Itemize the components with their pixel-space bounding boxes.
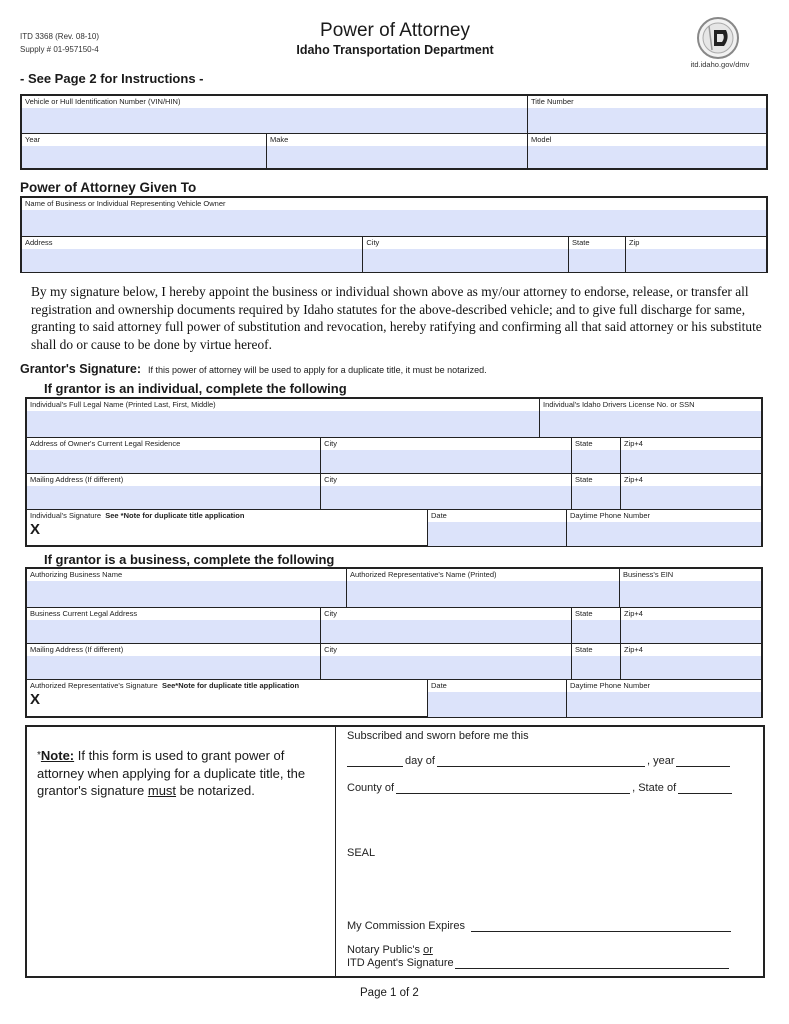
business-mailing-state-label: State bbox=[572, 644, 620, 656]
attorney-row-2 bbox=[22, 236, 766, 272]
notary-sig-label-2 bbox=[347, 956, 731, 969]
mailing-state-cell bbox=[571, 474, 620, 509]
residence-city-label: City bbox=[321, 438, 571, 450]
signature-note: See *Note for duplicate title application bbox=[105, 511, 245, 520]
residence-city-input[interactable] bbox=[321, 450, 571, 473]
business-row-4 bbox=[27, 679, 761, 717]
business-row-2 bbox=[27, 607, 761, 643]
mailing-input[interactable] bbox=[27, 486, 320, 509]
notary-sig-label-1 bbox=[347, 944, 433, 956]
residence-input[interactable] bbox=[27, 450, 320, 473]
grantor-heading: Grantor's Signature: bbox=[20, 362, 142, 376]
year-text: , year bbox=[646, 755, 675, 767]
make-label: Make bbox=[267, 134, 527, 146]
business-heading: If grantor is a business, complete the following bbox=[44, 552, 335, 567]
residence-state-label: State bbox=[572, 438, 620, 450]
business-state-cell bbox=[571, 608, 620, 643]
form-number: ITD 3368 (Rev. 08-10) bbox=[20, 32, 99, 41]
individual-date-input[interactable] bbox=[428, 522, 566, 546]
vin-cell bbox=[22, 96, 527, 133]
business-name-input[interactable] bbox=[27, 581, 346, 607]
individual-signature-cell[interactable] bbox=[27, 510, 427, 546]
individual-name-cell bbox=[27, 399, 539, 437]
dmv-url: itd.idaho.gov/dmv bbox=[690, 60, 750, 69]
attorney-heading: Power of Attorney Given To bbox=[20, 180, 197, 195]
day-of-text: day of bbox=[405, 755, 435, 767]
seal-label: SEAL bbox=[347, 847, 376, 859]
business-city-input[interactable] bbox=[321, 620, 571, 643]
residence-state-cell bbox=[571, 438, 620, 473]
attorney-city-cell bbox=[362, 237, 568, 272]
note-asterisk: * bbox=[37, 750, 41, 761]
business-address-input[interactable] bbox=[27, 620, 320, 643]
model-input[interactable] bbox=[528, 146, 766, 168]
ein-input[interactable] bbox=[620, 581, 761, 607]
business-zip-label: Zip+4 bbox=[621, 608, 761, 620]
individual-row-1 bbox=[27, 399, 761, 437]
attorney-state-cell bbox=[568, 237, 625, 272]
business-row-1 bbox=[27, 569, 761, 607]
note-label: Note: bbox=[40, 748, 75, 763]
notary-section bbox=[25, 725, 765, 978]
business-row-3 bbox=[27, 643, 761, 679]
county-text: County of bbox=[347, 782, 395, 794]
itd-agent-text: ITD Agent's Signature bbox=[347, 957, 454, 969]
mailing-city-input[interactable] bbox=[321, 486, 571, 509]
business-signature-label-text: Authorized Representative's Signature bbox=[30, 681, 158, 690]
business-mailing-state-cell bbox=[571, 644, 620, 679]
duplicate-title-note bbox=[27, 727, 336, 976]
business-mailing-zip-label: Zip+4 bbox=[621, 644, 761, 656]
business-zip-cell bbox=[620, 608, 761, 643]
business-mailing-zip-cell bbox=[620, 644, 761, 679]
rep-name-label: Authorized Representative's Name (Printed) bbox=[347, 569, 619, 581]
county-line bbox=[347, 781, 734, 794]
residence-zip-label: Zip+4 bbox=[621, 438, 761, 450]
business-state-input[interactable] bbox=[572, 620, 620, 643]
rep-name-input[interactable] bbox=[347, 581, 619, 607]
notary-public-text: Notary Public's bbox=[347, 944, 424, 956]
attorney-zip-label: Zip bbox=[626, 237, 766, 249]
instructions-note: - See Page 2 for Instructions - bbox=[20, 71, 204, 86]
business-city-cell bbox=[320, 608, 571, 643]
title-number-cell bbox=[527, 96, 766, 133]
residence-cell bbox=[27, 438, 320, 473]
itd-seal-icon bbox=[696, 16, 740, 60]
make-input[interactable] bbox=[267, 146, 527, 168]
subscribed-text: Subscribed and sworn before me this bbox=[347, 730, 529, 742]
license-cell bbox=[539, 399, 761, 437]
ein-label: Business's EIN bbox=[620, 569, 761, 581]
mailing-label: Mailing Address (If different) bbox=[27, 474, 320, 486]
commission-text: My Commission Expires bbox=[347, 920, 465, 932]
business-date-label: Date bbox=[428, 680, 566, 692]
date-line bbox=[347, 754, 732, 767]
individual-phone-label: Daytime Phone Number bbox=[567, 510, 761, 522]
attorney-name-cell bbox=[22, 198, 766, 236]
mailing-cell bbox=[27, 474, 320, 509]
business-address-label: Business Current Legal Address bbox=[27, 608, 320, 620]
commission-line bbox=[347, 919, 733, 932]
license-input[interactable] bbox=[540, 411, 761, 437]
mailing-city-cell bbox=[320, 474, 571, 509]
attorney-address-label: Address bbox=[22, 237, 362, 249]
business-name-cell bbox=[27, 569, 346, 607]
model-cell bbox=[527, 134, 766, 168]
commission-blank[interactable] bbox=[471, 919, 731, 932]
attorney-name-label: Name of Business or Individual Representing Vehicle Owner bbox=[22, 198, 766, 210]
individual-name-input[interactable] bbox=[27, 411, 539, 437]
make-cell bbox=[266, 134, 527, 168]
notary-signature-blank[interactable] bbox=[455, 956, 729, 969]
form-id bbox=[20, 30, 99, 56]
license-label: Individual's Idaho Drivers License No. or SSN bbox=[540, 399, 761, 411]
model-label: Model bbox=[528, 134, 766, 146]
individual-row-2 bbox=[27, 437, 761, 473]
state-of-text: , State of bbox=[632, 782, 677, 794]
business-phone-input[interactable] bbox=[567, 692, 761, 717]
attorney-city-input[interactable] bbox=[363, 249, 568, 272]
business-signature-note: See*Note for duplicate title application bbox=[161, 681, 300, 690]
seal-area bbox=[347, 847, 375, 859]
residence-state-input[interactable] bbox=[572, 450, 620, 473]
mailing-state-input[interactable] bbox=[572, 486, 620, 509]
business-state-label: State bbox=[572, 608, 620, 620]
individual-row-3 bbox=[27, 473, 761, 509]
business-date-cell bbox=[427, 680, 566, 717]
individual-name-label: Individual's Full Legal Name (Printed Last, First, Middle) bbox=[27, 399, 539, 411]
notary-block bbox=[347, 727, 757, 976]
residence-zip-cell bbox=[620, 438, 761, 473]
business-date-input[interactable] bbox=[428, 692, 566, 717]
state-blank[interactable] bbox=[678, 781, 732, 794]
attorney-zip-cell bbox=[625, 237, 766, 272]
attorney-state-input[interactable] bbox=[569, 249, 625, 272]
year-blank[interactable] bbox=[676, 754, 730, 767]
business-mailing-city-input[interactable] bbox=[321, 656, 571, 679]
title-number-input[interactable] bbox=[528, 108, 766, 133]
individual-signature-label bbox=[27, 510, 427, 522]
business-phone-label: Daytime Phone Number bbox=[567, 680, 761, 692]
mailing-state-label: State bbox=[572, 474, 620, 486]
signature-x-mark: X bbox=[27, 522, 427, 538]
attorney-table bbox=[20, 196, 768, 273]
business-table bbox=[25, 567, 763, 718]
authorization-statement: By my signature below, I hereby appoint the business or individual shown above as my/our attorney to endorse, release, or transfer all registration and ownership documents required by Idaho statutes for the above-described vehicle; and to give full discharge for same, granting to said attorney full power of substitution and revocation, hereby ratifying and confirming all that said attorney or his substitute shall do or cause to be done by virtue hereof. bbox=[31, 284, 762, 352]
business-address-cell bbox=[27, 608, 320, 643]
business-mailing-label: Mailing Address (If different) bbox=[27, 644, 320, 656]
attorney-state-label: State bbox=[569, 237, 625, 249]
page-number: Page 1 of 2 bbox=[360, 987, 419, 999]
department-name: Idaho Transportation Department bbox=[296, 43, 494, 57]
subscribed-line bbox=[347, 730, 529, 742]
grantor-notice: If this power of attorney will be used to apply for a duplicate title, it must be notarized. bbox=[148, 365, 487, 375]
business-signature-label bbox=[27, 680, 427, 692]
business-mailing-city-cell bbox=[320, 644, 571, 679]
vin-label: Vehicle or Hull Identification Number (VIN/HIN) bbox=[22, 96, 527, 108]
day-blank[interactable] bbox=[347, 754, 403, 767]
residence-label: Address of Owner's Current Legal Residence bbox=[27, 438, 320, 450]
business-mailing-input[interactable] bbox=[27, 656, 320, 679]
attorney-address-cell bbox=[22, 237, 362, 272]
business-signature-cell[interactable] bbox=[27, 680, 427, 717]
grantor-signature-heading bbox=[20, 362, 487, 376]
note-emphasis: must bbox=[147, 783, 177, 798]
individual-row-4 bbox=[27, 509, 761, 546]
individual-phone-cell bbox=[566, 510, 761, 546]
business-city-label: City bbox=[321, 608, 571, 620]
year-label: Year bbox=[22, 134, 266, 146]
mailing-zip-cell bbox=[620, 474, 761, 509]
vin-input[interactable] bbox=[22, 108, 527, 133]
business-mailing-cell bbox=[27, 644, 320, 679]
individual-heading: If grantor is an individual, complete the following bbox=[44, 381, 347, 396]
attorney-name-input[interactable] bbox=[22, 210, 766, 236]
title-number-label: Title Number bbox=[528, 96, 766, 108]
individual-phone-input[interactable] bbox=[567, 522, 761, 546]
attorney-city-label: City bbox=[363, 237, 568, 249]
mailing-zip-input[interactable] bbox=[621, 486, 761, 509]
note-text-2: be notarized. bbox=[176, 783, 255, 798]
year-cell bbox=[22, 134, 266, 168]
attorney-zip-input[interactable] bbox=[626, 249, 766, 272]
month-blank[interactable] bbox=[437, 754, 645, 767]
individual-table bbox=[25, 397, 763, 547]
page-title: Power of Attorney bbox=[320, 20, 470, 41]
business-mailing-zip-input[interactable] bbox=[621, 656, 761, 679]
attorney-address-input[interactable] bbox=[22, 249, 362, 272]
business-name-label: Authorizing Business Name bbox=[27, 569, 346, 581]
note-text-1: If this form is used to grant power of attorney when applying for a duplicate title, the grantor's signature bbox=[37, 748, 306, 798]
supply-number: Supply # 01-957150-4 bbox=[20, 45, 99, 54]
notary-signature-line bbox=[347, 944, 731, 969]
business-signature-x-mark: X bbox=[27, 692, 427, 708]
signature-label-text: Individual's Signature bbox=[30, 511, 102, 520]
residence-zip-input[interactable] bbox=[621, 450, 761, 473]
rep-name-cell bbox=[346, 569, 619, 607]
business-zip-input[interactable] bbox=[621, 620, 761, 643]
business-phone-cell bbox=[566, 680, 761, 717]
form-title bbox=[240, 20, 550, 58]
year-input[interactable] bbox=[22, 146, 266, 168]
county-blank[interactable] bbox=[396, 781, 630, 794]
or-text: or bbox=[423, 944, 433, 956]
attorney-row-1 bbox=[22, 198, 766, 236]
mailing-city-label: City bbox=[321, 474, 571, 486]
business-mailing-city-label: City bbox=[321, 644, 571, 656]
vehicle-row-1 bbox=[22, 96, 766, 133]
vehicle-info-table bbox=[20, 94, 768, 170]
individual-date-label: Date bbox=[428, 510, 566, 522]
vehicle-row-2 bbox=[22, 133, 766, 168]
business-mailing-state-input[interactable] bbox=[572, 656, 620, 679]
residence-city-cell bbox=[320, 438, 571, 473]
individual-date-cell bbox=[427, 510, 566, 546]
mailing-zip-label: Zip+4 bbox=[621, 474, 761, 486]
ein-cell bbox=[619, 569, 761, 607]
